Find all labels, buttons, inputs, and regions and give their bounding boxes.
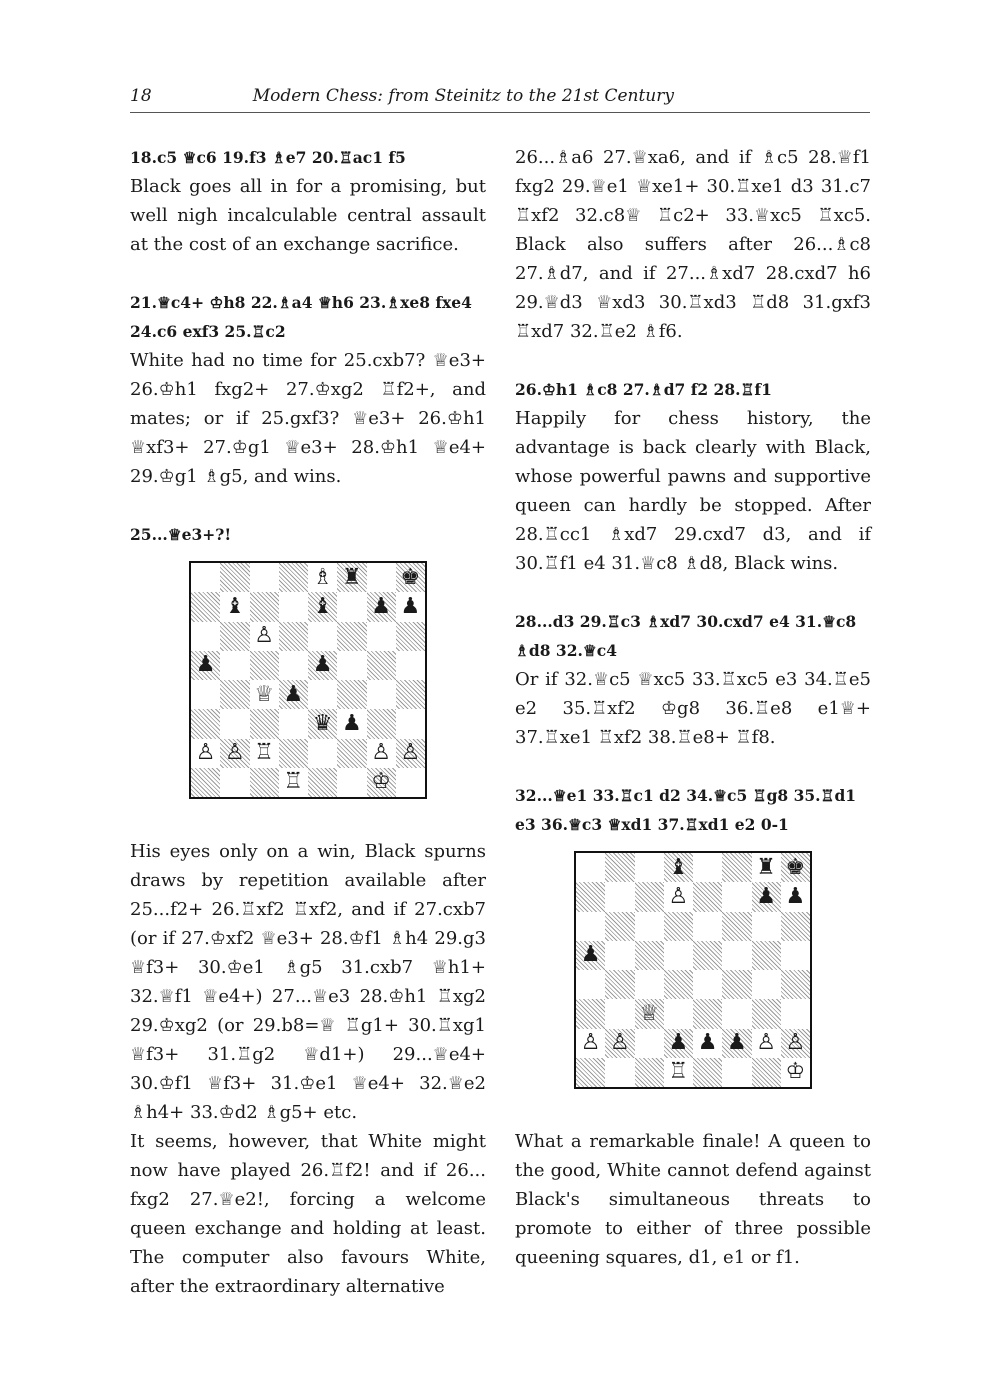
board-square: [396, 680, 425, 709]
chess-piece: ♟: [668, 1030, 689, 1056]
paragraph-gap: [515, 346, 871, 375]
board-square: [693, 1058, 722, 1087]
board-square: [279, 768, 308, 797]
board-square: [308, 622, 337, 651]
board-square: [279, 622, 308, 651]
board-square: [635, 970, 664, 999]
chess-piece: ♝: [668, 854, 689, 880]
board-square: [396, 563, 425, 592]
board-square: [337, 709, 366, 738]
commentary-paragraph: Or if 32.♕c5 ♕xc5 33.♖xc5 e3 34.♖e5 e2 35.♖xf2 ♔g8 36.♖e8 e1♕+ 37.♖xe1 ♖xf2 38.♖e8+ ♖f8.: [515, 669, 871, 748]
board-square: [781, 970, 810, 999]
board-square: [781, 1029, 810, 1058]
paragraph-gap: [515, 578, 871, 607]
board-square: [396, 739, 425, 768]
chess-piece: ♙: [785, 1030, 806, 1056]
chess-board: [574, 851, 812, 1089]
chess-piece: ♜: [342, 564, 362, 590]
board-square: [250, 563, 279, 592]
board-square: [396, 768, 425, 797]
board-square: [605, 999, 634, 1028]
chess-piece: ♜: [756, 854, 776, 880]
board-square: [337, 563, 366, 592]
running-header: [130, 86, 870, 113]
board-square: [308, 592, 337, 621]
board-square: [605, 853, 634, 882]
board-square: [752, 941, 781, 970]
commentary-paragraph: Black goes all in for a promising, but well nigh incalculable central assault at the cost of an exchange sacrifice.: [130, 176, 486, 255]
board-square: [279, 563, 308, 592]
board-square: [781, 853, 810, 882]
paragraph-gap: [515, 752, 871, 781]
board-square: [367, 592, 396, 621]
board-square: [396, 709, 425, 738]
board-square: [722, 999, 751, 1028]
move-heading: 18.c5 ♕c6 19.f3 ♗e7 20.♖ac1 f5: [130, 148, 406, 167]
commentary-paragraph: 26...♗a6 27.♕xa6, and if ♗c5 28.♕f1 fxg2 29.♕e1 ♕xe1+ 30.♖xe1 d3 31.c7 ♖xf2 32.c8♕ ♖c2+ 33.♕xc5 ♖xc5. Black also suffers after 26...♗c8 27.♗d7, and if 27...♗xd7 28.cxd7 h6 29.♕d3 ♕xd3 30.♖xd3 ♖d8 31.gxf3 ♖xd7 32.♖e2 ♗f6.: [515, 147, 871, 342]
board-square: [635, 1029, 664, 1058]
board-square: [605, 1058, 634, 1087]
board-square: [308, 651, 337, 680]
board-square: [337, 680, 366, 709]
board-square: [781, 999, 810, 1028]
running-title: Modern Chess: from Steinitz to the 21st Century: [252, 86, 674, 106]
board-square: [191, 709, 220, 738]
board-square: [367, 739, 396, 768]
board-square: [722, 853, 751, 882]
board-square: [250, 592, 279, 621]
board-square: [752, 912, 781, 941]
board-square: [308, 680, 337, 709]
board-square: [279, 739, 308, 768]
chess-piece: ♕: [639, 1000, 659, 1026]
board-square: [367, 651, 396, 680]
left-column: [130, 143, 486, 1301]
board-square: [576, 970, 605, 999]
board-square: [367, 709, 396, 738]
board-square: [605, 941, 634, 970]
board-square: [576, 853, 605, 882]
board-square: [722, 882, 751, 911]
board-square: [279, 680, 308, 709]
move-heading: 28...d3 29.♖c3 ♗xd7 30.cxd7 e4 31.♕c8 ♗d8 32.♕c4: [515, 612, 857, 660]
chess-piece: ♟: [727, 1030, 747, 1056]
board-square: [308, 709, 337, 738]
chess-piece: ♙: [371, 740, 391, 766]
board-square: [664, 941, 693, 970]
board-square: [396, 592, 425, 621]
board-square: [576, 1058, 605, 1087]
commentary-paragraph: What a remarkable finale! A queen to the good, White cannot defend against Black's simultaneous threats to promote to either of three possible queening squares, d1, e1 or f1.: [515, 1131, 871, 1268]
board-square: [250, 680, 279, 709]
board-square: [605, 1029, 634, 1058]
chess-piece: ♛: [312, 710, 333, 736]
board-square: [693, 912, 722, 941]
page-number: 18: [130, 86, 152, 106]
board-square: [220, 680, 249, 709]
board-square: [367, 768, 396, 797]
board-square: [191, 563, 220, 592]
chess-piece: ♕: [254, 681, 274, 707]
commentary-paragraph: His eyes only on a win, Black spurns draws by repetition available after 25...f2+ 26.♖xf2 ♖xf2, and if 27.cxb7 (or if 27.♔xf2 ♕e3+ 28.♔f1 ♗h4 29.g3 ♕f3+ 30.♔e1 ♗g5 31.cxb7 ♕h1+ 32.♕f1 ♕e4+) 27...♕e3 28.♔h1 ♖xg2 29.♔xg2 (or 29.b8=♕ ♖g1+ 30.♖xg1 ♕f3+ 31.♖g2 ♕d1+) 29...♕e4+ 30.♔f1 ♕f3+ 31.♔e1 ♕e4+ 32.♕e2 ♗h4+ 33.♔d2 ♗g5+ etc.: [130, 841, 486, 1123]
board-square: [722, 941, 751, 970]
chess-piece: ♟: [697, 1030, 718, 1056]
board-square: [367, 680, 396, 709]
board-square: [752, 1029, 781, 1058]
paragraph-gap: [130, 259, 486, 288]
board-square: [576, 1029, 605, 1058]
board-square: [664, 1058, 693, 1087]
board-square: [664, 853, 693, 882]
board-square: [308, 563, 337, 592]
board-square: [752, 882, 781, 911]
move-heading: 25...♕e3+?!: [130, 525, 232, 544]
chess-piece: ♖: [283, 769, 304, 795]
chess-piece: ♟: [785, 883, 806, 909]
board-square: [635, 882, 664, 911]
board-square: [308, 739, 337, 768]
commentary-paragraph: It seems, however, that White might now have played 26.♖f2! and if 26... fxg2 27.♕e2!, forcing a welcome queen exchange and holding at least. The computer also favours White, after the extraordinary alternative: [130, 1131, 486, 1297]
board-square: [337, 768, 366, 797]
chess-piece: ♙: [254, 623, 274, 649]
chess-piece: ♙: [195, 740, 216, 766]
board-square: [220, 768, 249, 797]
chess-piece: ♗: [312, 564, 333, 590]
board-square: [191, 768, 220, 797]
board-square: [722, 970, 751, 999]
board-square: [250, 651, 279, 680]
board-square: [396, 622, 425, 651]
board-square: [337, 622, 366, 651]
board-square: [781, 1058, 810, 1087]
paragraph-gap: [130, 491, 486, 520]
board-square: [693, 970, 722, 999]
chess-piece: ♙: [400, 740, 421, 766]
board-square: [664, 882, 693, 911]
board-square: [781, 941, 810, 970]
board-square: [220, 563, 249, 592]
board-square: [576, 941, 605, 970]
chess-piece: ♝: [312, 593, 333, 619]
board-square: [693, 1029, 722, 1058]
chess-piece: ♚: [785, 854, 806, 880]
chess-piece: ♖: [668, 1059, 689, 1085]
board-square: [752, 970, 781, 999]
board-square: [576, 999, 605, 1028]
board-square: [250, 739, 279, 768]
board-square: [635, 853, 664, 882]
chess-piece: ♙: [668, 883, 689, 909]
chess-piece: ♟: [342, 710, 362, 736]
board-square: [752, 853, 781, 882]
chess-piece: ♟: [756, 883, 776, 909]
chess-piece: ♙: [580, 1030, 601, 1056]
board-square: [752, 1058, 781, 1087]
board-square: [279, 592, 308, 621]
board-square: [722, 912, 751, 941]
board-square: [279, 651, 308, 680]
board-square: [605, 882, 634, 911]
chess-piece: ♙: [225, 740, 245, 766]
move-heading: 32...♕e1 33.♖c1 d2 34.♕c5 ♖g8 35.♖d1 e3 36.♕c3 ♕xd1 37.♖xd1 e2 0-1: [515, 786, 857, 834]
board-square: [367, 563, 396, 592]
board-square: [664, 912, 693, 941]
board-square: [781, 882, 810, 911]
board-square: [693, 999, 722, 1028]
chess-piece: ♟: [371, 593, 391, 619]
board-square: [752, 999, 781, 1028]
board-square: [576, 912, 605, 941]
chess-piece: ♖: [254, 740, 274, 766]
board-square: [693, 853, 722, 882]
chess-piece: ♟: [400, 593, 421, 619]
board-square: [191, 651, 220, 680]
board-square: [337, 592, 366, 621]
chess-board: [189, 561, 427, 799]
chess-piece: ♙: [610, 1030, 630, 1056]
board-square: [191, 739, 220, 768]
chess-piece: ♝: [225, 593, 245, 619]
move-heading: 21.♕c4+ ♔h8 22.♗a4 ♕h6 23.♗xe8 fxe4 24.c6 exf3 25.♖c2: [130, 293, 472, 341]
chess-piece: ♟: [195, 652, 216, 678]
right-column: [515, 143, 871, 1272]
board-square: [635, 912, 664, 941]
board-square: [250, 768, 279, 797]
board-square: [722, 1029, 751, 1058]
chess-piece: ♙: [756, 1030, 776, 1056]
board-square: [576, 882, 605, 911]
board-square: [250, 622, 279, 651]
board-square: [220, 739, 249, 768]
board-square: [191, 592, 220, 621]
board-square: [605, 970, 634, 999]
board-square: [693, 882, 722, 911]
board-square: [191, 680, 220, 709]
board-square: [220, 622, 249, 651]
move-heading: 26.♔h1 ♗c8 27.♗d7 f2 28.♖f1: [515, 380, 772, 399]
chess-piece: ♚: [400, 564, 421, 590]
board-square: [250, 709, 279, 738]
board-square: [337, 739, 366, 768]
commentary-paragraph: Happily for chess history, the advantage is back clearly with Black, whose powerful pawns and supportive queen can hardly be stopped. After 28.♖cc1 ♗xd7 29.cxd7 d3, and if 30.♖f1 e4 31.♕c8 ♗d8, Black wins.: [515, 408, 871, 574]
board-square: [279, 709, 308, 738]
board-square: [635, 1058, 664, 1087]
chess-piece: ♟: [283, 681, 304, 707]
board-square: [722, 1058, 751, 1087]
chess-diagram: [515, 851, 871, 1089]
board-square: [605, 912, 634, 941]
chess-piece: ♟: [312, 652, 333, 678]
chess-diagram: [130, 561, 486, 799]
board-square: [367, 622, 396, 651]
board-square: [635, 999, 664, 1028]
board-square: [396, 651, 425, 680]
board-square: [781, 912, 810, 941]
board-square: [220, 592, 249, 621]
commentary-paragraph: White had no time for 25.cxb7? ♕e3+ 26.♔h1 fxg2+ 27.♔xg2 ♖f2+, and mates; or if 25.gxf3? ♕e3+ 26.♔h1 ♕xf3+ 27.♔g1 ♕e3+ 28.♔h1 ♕e4+ 29.♔g1 ♗g5, and wins.: [130, 350, 486, 487]
board-square: [220, 651, 249, 680]
board-square: [693, 941, 722, 970]
board-square: [664, 999, 693, 1028]
chess-piece: ♔: [785, 1059, 806, 1085]
board-square: [664, 1029, 693, 1058]
chess-piece: ♔: [371, 769, 391, 795]
board-square: [664, 970, 693, 999]
chess-piece: ♟: [580, 942, 601, 968]
board-square: [308, 768, 337, 797]
board-square: [635, 941, 664, 970]
board-square: [191, 622, 220, 651]
board-square: [337, 651, 366, 680]
board-square: [220, 709, 249, 738]
